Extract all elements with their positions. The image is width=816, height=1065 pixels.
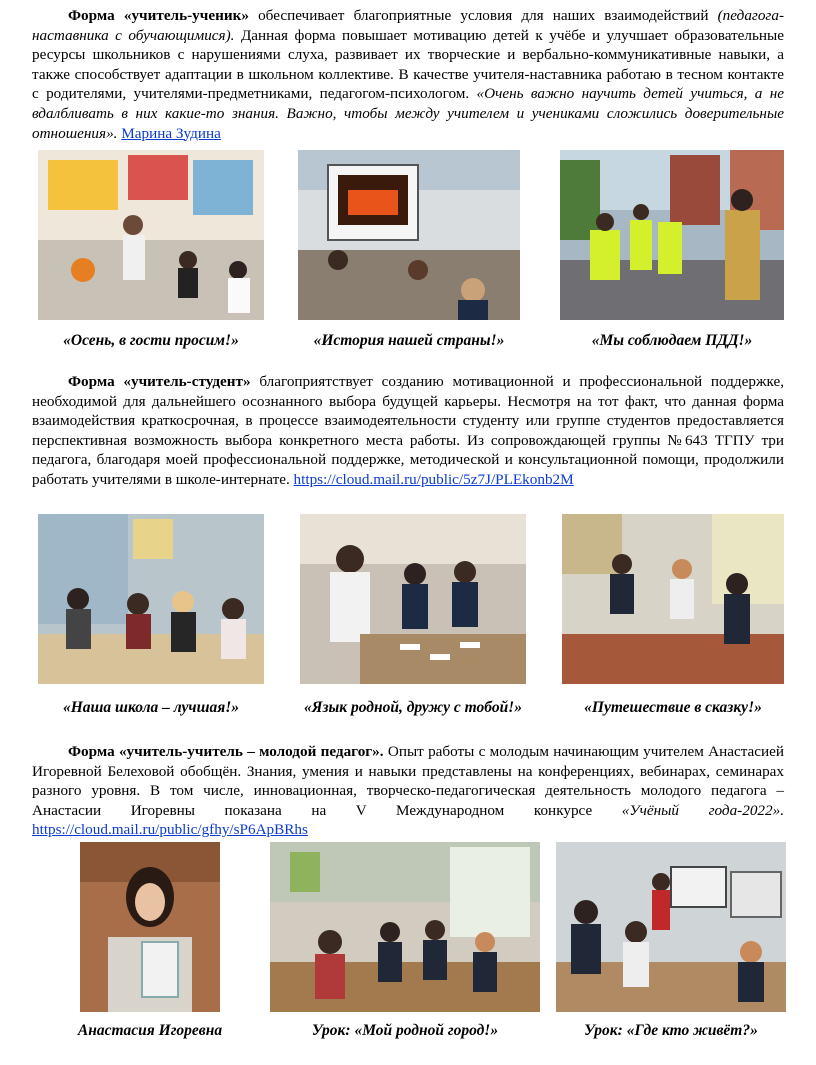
photo-history-lesson: [298, 150, 520, 320]
section3-text: Опыт работы с молодым начинающим учителем Анастасией Игоревной Белеховой обобщён. Знания, умения и навыки представлены на конференциях, вебинарах, семинарах разного уровня. В том числе, инновационная, творческо-педагогическая деятельность молодого педагога – Анастасии Игоревны показана на V Международном конкурсе: [32, 743, 784, 819]
caption-traffic: «Мы соблюдаем ПДД!»: [591, 332, 753, 349]
caption-my-native-city: Урок: «Мой родной город!»: [311, 1022, 499, 1039]
section1-title: Форма «учитель-ученик»: [68, 7, 249, 24]
cloud-link-2[interactable]: https://cloud.mail.ru/public/gfhy/sP6ApBRhs: [32, 821, 308, 839]
section1-paragraph: [32, 6, 784, 143]
caption-autumn: «Осень, в гости просим!»: [63, 332, 239, 349]
caption-who-lives-where: Урок: «Где кто живёт?»: [584, 1022, 758, 1039]
section2-paragraph: [32, 372, 784, 490]
photo-my-native-city: [270, 842, 540, 1012]
section1-text1: обеспечивает благоприятные условия для наших взаимодействий: [248, 7, 718, 24]
photo-traffic-rules: [560, 150, 784, 320]
caption-native-language: «Язык родной, дружу с тобой!»: [304, 699, 522, 716]
caption-fairy-tale: «Путешествие в сказку!»: [584, 699, 762, 716]
photo-who-lives-where: [556, 842, 786, 1012]
section1-italic1: (педагога-наставника с обучающимися).: [32, 7, 785, 44]
section2-text: благоприятствует созданию мотивационной и профессиональной поддержке, необходимой для дальнейшего осознанного выбора будущей карьеры. Несмотря на тот факт, что данная форма взаимодействия краткосрочная, в процессе взаимодеятельности студенту или группе студентов предоставляется перспективная возможность выбора конкретного места работы. Из сопровождающей группы №643 ТГПУ три педагога, благодаря моей профессиональной поддержке, методической и консультационной помощи, продолжили работать учителями в школе-интернате.: [32, 373, 784, 488]
section1-quote: «Очень важно научить детей учиться, а не вдалбливать в них какие-то знания. Важно, чтобы между учителем и учениками сложились доверительные отношения».: [32, 85, 784, 142]
cloud-link-1[interactable]: https://cloud.mail.ru/public/5z7J/PLEkonb2M: [293, 470, 574, 488]
photo-anastasia: [80, 842, 220, 1012]
photo-our-school: [38, 514, 264, 684]
caption-our-school: «Наша школа – лучшая!»: [62, 699, 240, 716]
section3-title: Форма «учитель-учитель – молодой педагог».: [68, 743, 384, 760]
caption-anastasia: Анастасия Игоревна: [77, 1022, 223, 1039]
section3-italic: «Учёный года-2022».: [621, 801, 785, 819]
photo-native-language: [300, 514, 526, 684]
section1-text2: Данная форма повышает мотивацию детей к учёбе и улучшает образовательные ресурсы школьников с нарушениями слуха, развивает их творческие и вербально-коммуникативные навыки, а также способствует адаптации в школьном коллективе. В качестве учителя-наставника работаю в тесном контакте с родителями, учителями-предметниками, педагогом-психологом.: [32, 26, 784, 103]
section3-paragraph: [32, 742, 784, 840]
caption-history: «История нашей страны!»: [313, 332, 505, 349]
photo-fairy-tale: [562, 514, 784, 684]
section2-title: Форма «учитель-студент»: [68, 373, 251, 390]
author-link[interactable]: Марина Зудина: [121, 124, 221, 142]
photo-autumn-class: [38, 150, 264, 320]
